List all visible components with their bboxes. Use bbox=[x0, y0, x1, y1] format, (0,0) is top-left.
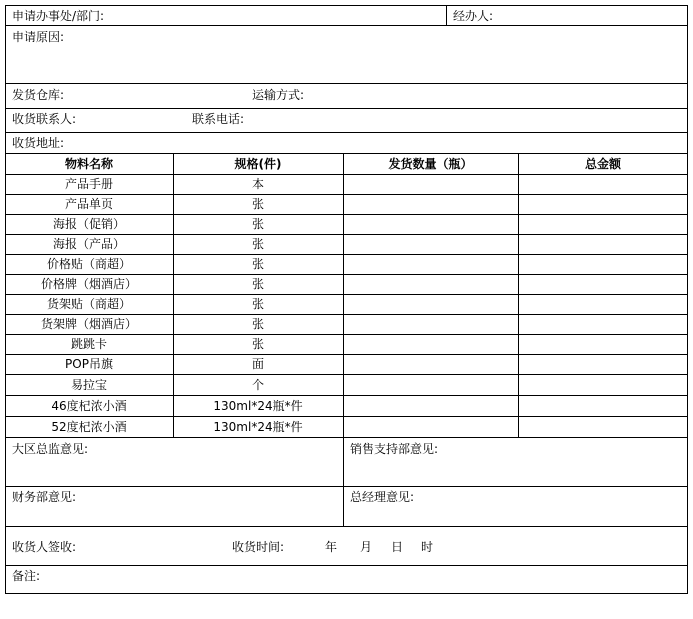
col-divider bbox=[343, 153, 344, 526]
item-name: 跳跳卡 bbox=[70, 337, 107, 351]
item-name: 货架贴（商超） bbox=[46, 297, 131, 311]
row-divider bbox=[5, 354, 688, 355]
col-divider bbox=[446, 5, 447, 25]
gm-opinion-label: 总经理意见: bbox=[350, 490, 415, 504]
hour-label: 时 bbox=[421, 540, 434, 554]
sales-opinion-label: 销售支持部意见: bbox=[350, 442, 439, 456]
item-spec: 130ml*24瓶*件 bbox=[213, 399, 303, 413]
finance-opinion-label: 财务部意见: bbox=[12, 490, 77, 504]
remarks-label: 备注: bbox=[12, 569, 41, 583]
col-header-qty: 发货数量（瓶） bbox=[388, 157, 473, 171]
row-divider bbox=[5, 25, 688, 26]
item-name: 产品手册 bbox=[64, 177, 113, 191]
row-divider bbox=[5, 153, 688, 154]
item-spec: 张 bbox=[251, 197, 264, 211]
row-divider bbox=[5, 565, 688, 566]
row-divider bbox=[5, 214, 688, 215]
item-name: 52度杞浓小酒 bbox=[51, 420, 127, 434]
item-spec: 张 bbox=[251, 297, 264, 311]
col-divider bbox=[173, 153, 174, 437]
address-label: 收货地址: bbox=[12, 136, 65, 150]
item-spec: 本 bbox=[251, 177, 264, 191]
item-spec: 张 bbox=[251, 257, 264, 271]
phone-label: 联系电话: bbox=[192, 112, 245, 126]
row-divider bbox=[5, 83, 688, 84]
row-divider bbox=[5, 194, 688, 195]
item-spec: 张 bbox=[251, 237, 264, 251]
item-name: 海报（促销） bbox=[52, 217, 125, 231]
row-divider bbox=[5, 254, 688, 255]
row-divider bbox=[5, 174, 688, 175]
row-divider bbox=[5, 108, 688, 109]
item-name: POP吊旗 bbox=[65, 357, 113, 371]
transport-label: 运输方式: bbox=[252, 88, 305, 102]
region-opinion-label: 大区总监意见: bbox=[12, 442, 89, 456]
row-divider bbox=[5, 314, 688, 315]
handler-label: 经办人: bbox=[453, 9, 494, 23]
row-divider bbox=[5, 437, 688, 438]
row-divider bbox=[5, 374, 688, 375]
col-header-spec: 规格(件) bbox=[234, 157, 282, 171]
warehouse-label: 发货仓库: bbox=[12, 88, 65, 102]
row-divider bbox=[5, 486, 688, 487]
row-divider bbox=[5, 274, 688, 275]
month-label: 月 bbox=[360, 540, 373, 554]
item-name: 产品单页 bbox=[64, 197, 113, 211]
year-label: 年 bbox=[325, 540, 338, 554]
row-divider bbox=[5, 334, 688, 335]
col-header-name: 物料名称 bbox=[64, 157, 113, 171]
item-name: 货架牌（烟酒店） bbox=[40, 317, 137, 331]
col-header-amount: 总金额 bbox=[584, 157, 621, 171]
row-divider bbox=[5, 234, 688, 235]
item-spec: 130ml*24瓶*件 bbox=[213, 420, 303, 434]
item-name: 价格牌（烟酒店） bbox=[40, 277, 137, 291]
item-name: 价格贴（商超） bbox=[46, 257, 131, 271]
receiver-sign-label: 收货人签收: bbox=[12, 540, 77, 554]
apply-dept-label: 申请办事处/部门: bbox=[12, 9, 105, 23]
item-spec: 张 bbox=[251, 337, 264, 351]
reason-label: 申请原因: bbox=[12, 30, 65, 44]
item-name: 易拉宝 bbox=[70, 378, 107, 392]
contact-label: 收货联系人: bbox=[12, 112, 77, 126]
row-divider bbox=[5, 416, 688, 417]
row-divider bbox=[5, 395, 688, 396]
item-name: 海报（产品） bbox=[52, 237, 125, 251]
item-spec: 张 bbox=[251, 317, 264, 331]
col-divider bbox=[518, 153, 519, 437]
item-spec: 面 bbox=[251, 357, 264, 371]
row-divider bbox=[5, 294, 688, 295]
day-label: 日 bbox=[391, 540, 404, 554]
item-name: 46度杞浓小酒 bbox=[51, 399, 127, 413]
item-spec: 个 bbox=[251, 378, 264, 392]
item-spec: 张 bbox=[251, 217, 264, 231]
row-divider bbox=[5, 132, 688, 133]
row-divider bbox=[5, 526, 688, 527]
receive-time-label: 收货时间: bbox=[232, 540, 285, 554]
item-spec: 张 bbox=[251, 277, 264, 291]
